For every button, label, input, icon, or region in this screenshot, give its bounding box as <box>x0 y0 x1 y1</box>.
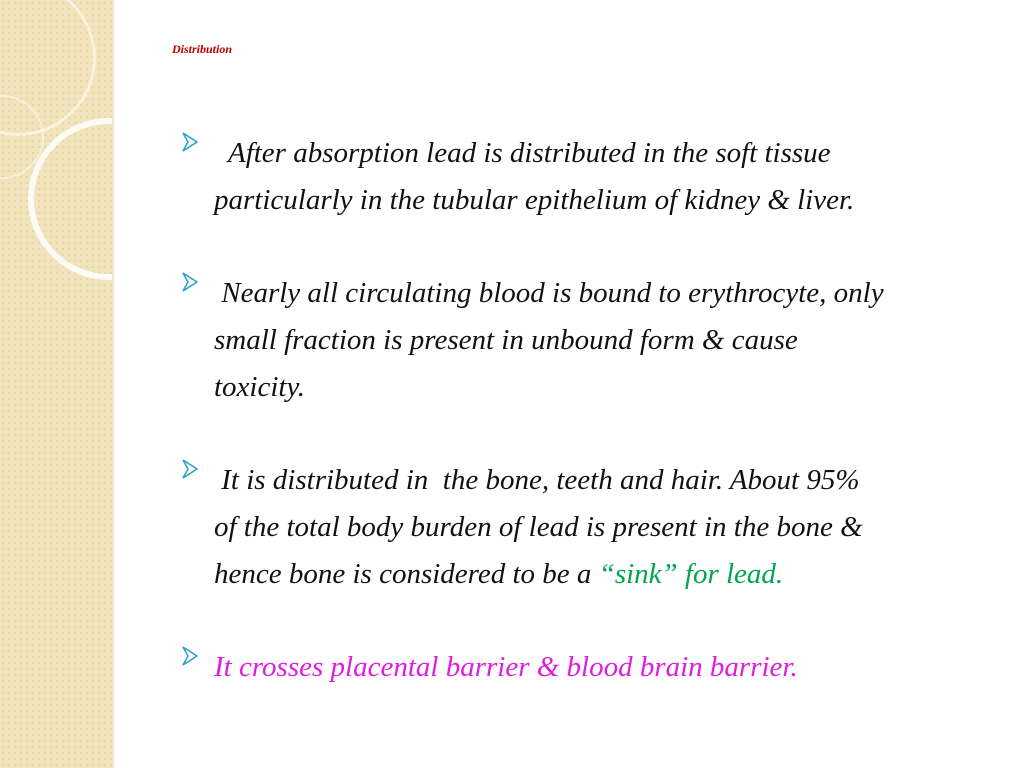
bullet-item <box>182 644 1002 691</box>
bullet-line: small fraction is present in unbound form & cause <box>214 324 798 356</box>
decorative-sidebar <box>0 0 112 768</box>
bullet-line <box>214 551 1002 598</box>
bullet-item <box>182 457 1002 598</box>
arrowhead-bullet-icon <box>182 646 198 666</box>
bullet-item <box>182 270 1002 411</box>
slide-title: Distribution <box>172 42 233 56</box>
bullet-line: particularly in the tubular epithelium of kidney & liver. <box>214 184 855 216</box>
arrowhead-bullet-icon <box>182 132 198 152</box>
bullet-line: After absorption lead is distributed in the soft tissue <box>214 137 831 169</box>
arrowhead-bullet-icon <box>182 459 198 479</box>
arrowhead-bullet-icon <box>182 272 198 292</box>
bullet-line: toxicity. <box>214 371 305 403</box>
bullet-line: It is distributed in the bone, teeth and hair. About 95% <box>214 464 860 496</box>
bullet-text: hence bone is considered to be a <box>214 558 599 590</box>
bullet-line-highlight: It crosses placental barrier & blood brain barrier. <box>214 651 798 683</box>
bullet-line: Nearly all circulating blood is bound to erythrocyte, only <box>214 277 884 309</box>
highlight-sink: “sink” for lead. <box>598 558 784 590</box>
bullet-list <box>182 130 1002 691</box>
bullet-item <box>182 130 1002 224</box>
bullet-line: of the total body burden of lead is present in the bone & <box>214 511 863 543</box>
sidebar-edge <box>112 0 115 768</box>
